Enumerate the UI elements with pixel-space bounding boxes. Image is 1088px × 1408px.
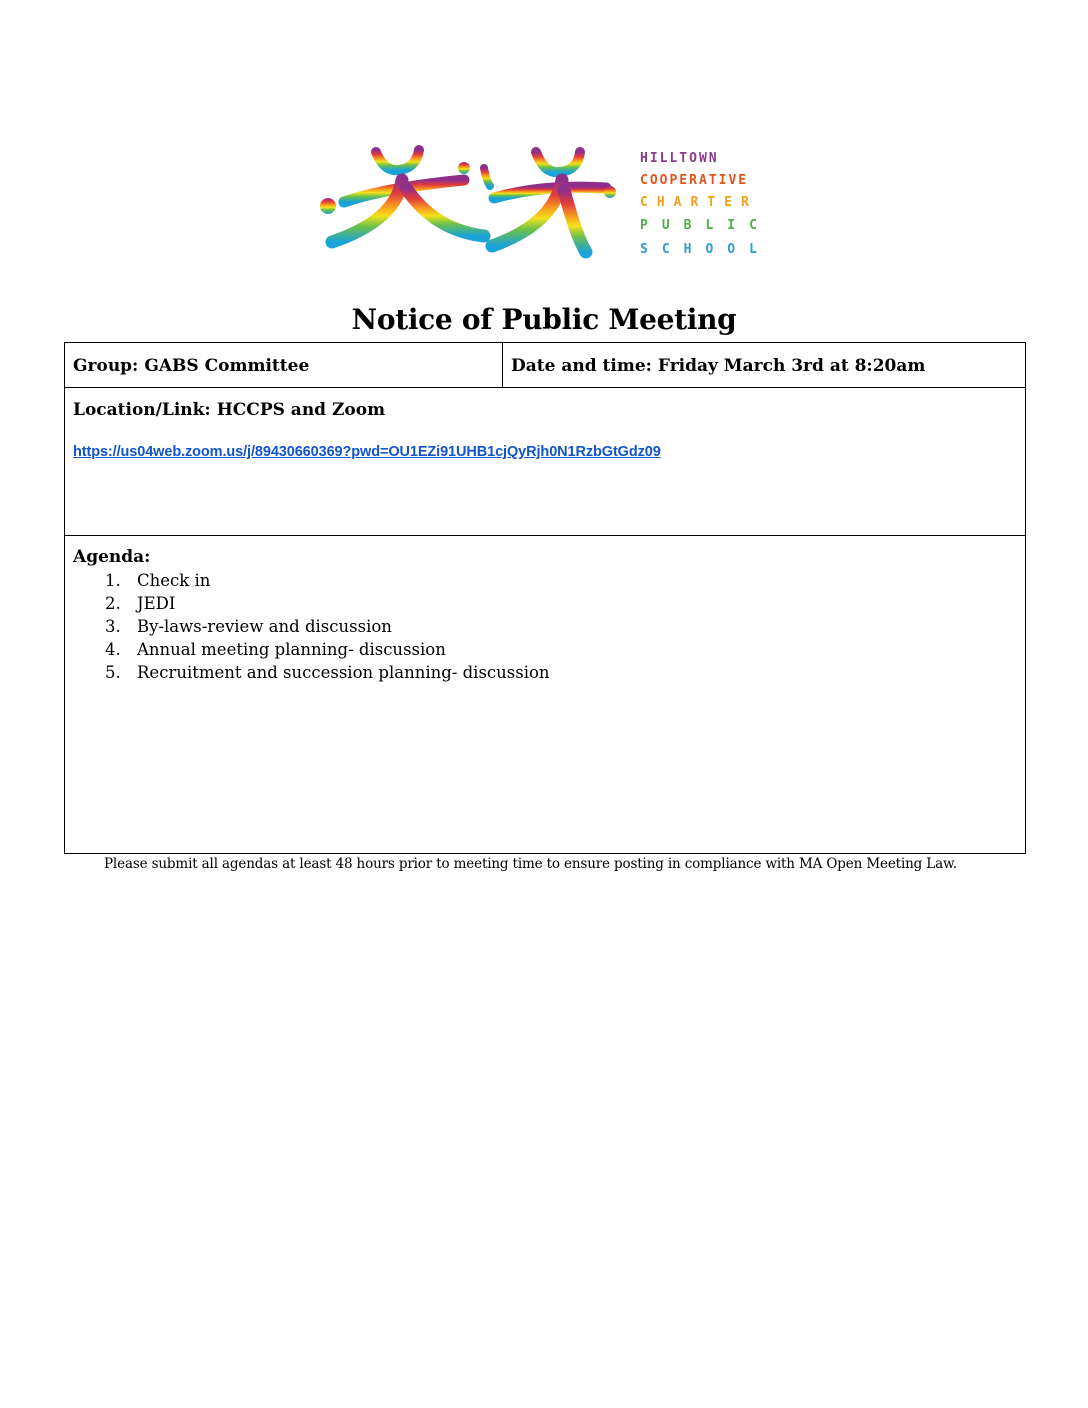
agenda-item-text: JEDI: [137, 594, 176, 613]
agenda-item-number: 2.: [105, 594, 121, 613]
group-value: GABS Committee: [144, 356, 310, 376]
page-title: Notice of Public Meeting: [351, 303, 737, 336]
datetime-cell: [503, 343, 1025, 387]
logo-line-3: CHARTER: [640, 195, 758, 210]
agenda-item: [73, 615, 550, 638]
group-cell: [65, 343, 503, 387]
agenda-label: Agenda:: [73, 547, 151, 567]
agenda-item-text: By-laws-review and discussion: [137, 617, 392, 636]
agenda-item-text: Recruitment and succession planning- discussion: [137, 663, 550, 682]
agenda-item-text: Check in: [137, 571, 211, 590]
agenda-item: [73, 661, 550, 684]
school-logo: [314, 140, 774, 265]
school-logo-mark: [314, 140, 774, 265]
agenda-item-number: 4.: [105, 640, 121, 659]
zoom-meeting-link[interactable]: https://us04web.zoom.us/j/89430660369?pwd=OU1EZi91UHB1cjQyRjh0N1RzbGtGdz09: [73, 444, 661, 460]
agenda-item: [73, 569, 550, 592]
logo-line-2: COOPERATIVE: [640, 173, 749, 188]
group-label: Group:: [73, 356, 139, 376]
agenda-item: [73, 638, 550, 661]
location-value: HCCPS and Zoom: [216, 400, 386, 420]
datetime-value: Friday March 3rd at 8:20am: [657, 356, 926, 376]
location-line: [73, 399, 385, 421]
agenda-item-number: 5.: [105, 663, 121, 682]
logo-line-5: SCHOOL: [640, 242, 771, 257]
agenda-list: [73, 569, 550, 684]
table-row-group-datetime: [65, 343, 1025, 388]
agenda-item-number: 3.: [105, 617, 121, 636]
meeting-details-table: [64, 342, 1026, 854]
location-label: Location/Link:: [73, 400, 211, 420]
submission-note: Please submit all agendas at least 48 hours prior to meeting time to ensure posting in compliance with MA Open Meeting Law.: [104, 856, 957, 872]
agenda-item: [73, 592, 550, 615]
table-row-agenda: [65, 536, 1025, 853]
logo-line-1: HILLTOWN: [640, 151, 719, 166]
agenda-item-number: 1.: [105, 571, 121, 590]
datetime-label: Date and time:: [511, 356, 652, 376]
agenda-item-text: Annual meeting planning- discussion: [137, 640, 446, 659]
logo-line-4: PUBLIC: [640, 218, 771, 233]
table-row-location: [65, 388, 1025, 536]
